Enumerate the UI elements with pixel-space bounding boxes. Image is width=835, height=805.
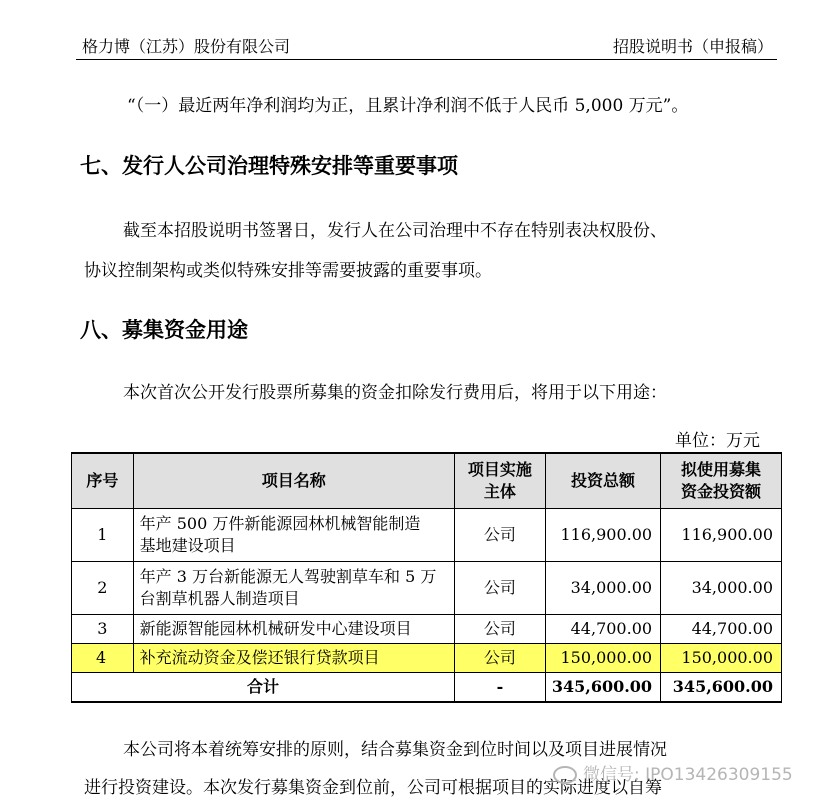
row-total: 44,700.00 [545,615,660,644]
row-no: 4 [72,644,134,673]
section8-heading: 八、募集资金用途 [80,318,248,342]
header-company: 格力博（江苏）股份有限公司 [82,37,291,56]
total-investment: 345,600.00 [545,673,660,703]
section7-body-line2: 协议控制架构或类似特殊安排等需要披露的重要事项。 [84,261,492,281]
table-row [72,509,782,562]
total-label: 合计 [72,673,455,703]
watermark [553,760,793,785]
row-no: 3 [72,615,134,644]
row-name-line1: 年产 500 万件新能源园林机械智能制造 [139,514,421,533]
closing-line1: 本公司将本着统筹安排的原则，结合募集资金到位时间以及项目进展情况 [123,740,667,760]
table-total-row [72,673,782,703]
quote-paragraph: “（一）最近两年净利润均为正，且累计净利润不低于人民币 5,000 万元”。 [127,96,689,116]
row-raise: 34,000.00 [661,562,782,615]
watermark-text: 微信号: IPO13426309155 [583,765,793,785]
header-entity-line1: 项目实施 [467,460,532,479]
header-raise-line1: 拟使用募集 [681,460,762,479]
header-doc-type: 招股说明书（申报稿） [612,37,773,56]
row-total: 116,900.00 [545,509,660,562]
unit-label: 单位：万元 [675,431,760,451]
row-name-line1: 年产 3 万台新能源无人驾驶割草车和 5 万 [139,567,437,586]
wechat-icon [553,766,577,784]
row-name: 补充流动资金及偿还银行贷款项目 [133,644,454,673]
row-name [133,562,454,615]
row-entity: 公司 [454,562,545,615]
table-row [72,562,782,615]
row-total: 34,000.00 [545,562,660,615]
page-header [76,34,777,58]
row-entity: 公司 [454,644,545,673]
row-raise: 116,900.00 [661,509,782,562]
closing-line2: 进行投资建设。本次发行募集资金到位前，公司可根据项目的实际进度以自筹 [84,778,662,798]
row-name-line2: 台割草机器人制造项目 [139,589,300,608]
row-name: 新能源智能园林机械研发中心建设项目 [133,615,454,644]
row-total: 150,000.00 [545,644,660,673]
row-no: 1 [72,509,134,562]
row-name [133,509,454,562]
row-no: 2 [72,562,134,615]
header-name: 项目名称 [133,453,454,509]
header-entity-line2: 主体 [483,482,516,501]
row-entity: 公司 [454,615,545,644]
section7-heading: 七、发行人公司治理特殊安排等重要事项 [80,154,458,178]
fund-usage-table [71,452,782,703]
total-entity: - [454,673,545,703]
total-raise: 345,600.00 [661,673,782,703]
row-entity: 公司 [454,509,545,562]
header-total: 投资总额 [545,453,660,509]
header-entity [454,453,545,509]
header-divider [76,59,777,60]
table-row-highlighted [72,644,782,673]
table-header-row [72,453,782,509]
row-raise: 150,000.00 [661,644,782,673]
header-no: 序号 [72,453,134,509]
row-name-line2: 基地建设项目 [139,536,236,555]
header-raise-line2: 资金投资额 [681,482,762,501]
header-raise [661,453,782,509]
row-raise: 44,700.00 [661,615,782,644]
section7-body-line1: 截至本招股说明书签署日，发行人在公司治理中不存在特别表决权股份、 [123,221,667,241]
table-row [72,615,782,644]
section8-intro: 本次首次公开发行股票所募集的资金扣除发行费用后，将用于以下用途： [123,383,667,403]
